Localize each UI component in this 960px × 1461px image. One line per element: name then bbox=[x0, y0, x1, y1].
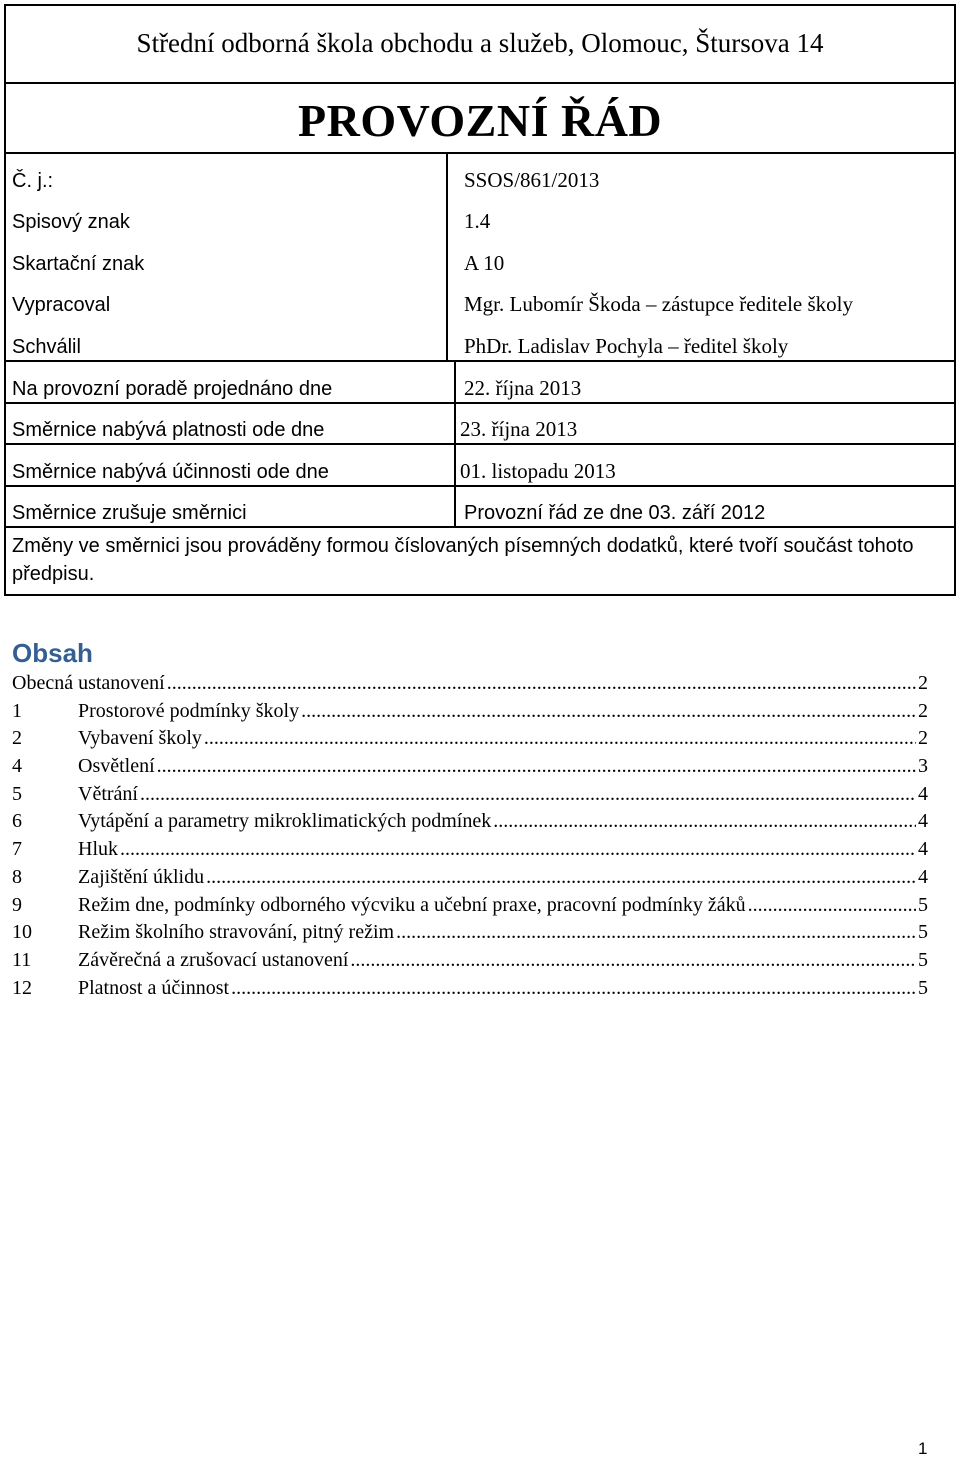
toc-page: 2 bbox=[918, 672, 928, 694]
toc-leader bbox=[301, 700, 916, 723]
toc-number: 2 bbox=[12, 727, 22, 750]
school-name: Střední odborná škola obchodu a služeb, Olomouc, Štursova 14 bbox=[136, 28, 824, 58]
toc-title: Režim školního stravování, pitný režim bbox=[78, 921, 395, 944]
header-divider bbox=[6, 82, 954, 84]
document-header bbox=[4, 4, 956, 154]
info-value: 01. listopadu 2013 bbox=[460, 458, 616, 483]
toc-leader bbox=[140, 783, 916, 806]
toc-title: Větrání bbox=[78, 782, 138, 805]
toc-leader bbox=[350, 949, 916, 972]
toc-item[interactable] bbox=[12, 755, 928, 783]
toc-page: 5 bbox=[918, 893, 928, 916]
info-row bbox=[6, 362, 954, 404]
document-title: PROVOZNÍ ŘÁD bbox=[298, 95, 663, 146]
info-label: Směrnice nabývá účinnosti ode dne bbox=[12, 460, 329, 483]
toc-title: Vybavení školy bbox=[78, 727, 202, 750]
info-value: 22. října 2013 bbox=[464, 375, 582, 400]
info-row bbox=[6, 154, 954, 196]
toc-item[interactable] bbox=[12, 977, 928, 1005]
info-note: Změny ve směrnici jsou prováděny formou číslovaných písemných dodatků, které tvoří součást tohoto předpisu. bbox=[12, 535, 914, 586]
page-number: 1 bbox=[918, 1439, 928, 1458]
toc-item[interactable] bbox=[12, 866, 928, 894]
toc-page: 5 bbox=[918, 921, 928, 944]
toc-item[interactable] bbox=[12, 949, 928, 977]
toc-page: 2 bbox=[918, 727, 928, 750]
info-label: Směrnice zrušuje směrnici bbox=[12, 502, 247, 525]
toc-title: Platnost a účinnost bbox=[78, 976, 230, 999]
toc-page: 4 bbox=[918, 838, 928, 861]
info-row bbox=[6, 445, 954, 487]
toc-item[interactable] bbox=[12, 672, 928, 700]
toc-leader bbox=[231, 977, 916, 1000]
toc-page: 2 bbox=[918, 699, 928, 722]
toc-item[interactable] bbox=[12, 700, 928, 728]
toc-leader bbox=[157, 755, 916, 778]
info-value: PhDr. Ladislav Pochyla – ředitel školy bbox=[464, 333, 789, 358]
toc-page: 4 bbox=[918, 810, 928, 833]
toc-number: 5 bbox=[12, 782, 22, 805]
toc-title: Prostorové podmínky školy bbox=[78, 699, 300, 722]
info-label: Směrnice nabývá platnosti ode dne bbox=[12, 419, 325, 442]
toc-item[interactable] bbox=[12, 810, 928, 838]
toc-number: 9 bbox=[12, 893, 22, 916]
toc-leader bbox=[396, 921, 916, 944]
info-value: 23. října 2013 bbox=[460, 417, 578, 442]
toc-page: 4 bbox=[918, 865, 928, 888]
info-row bbox=[6, 279, 954, 321]
info-label: Vypracoval bbox=[12, 294, 111, 317]
toc-item[interactable] bbox=[12, 894, 928, 922]
toc-page: 4 bbox=[918, 782, 928, 805]
toc-item[interactable] bbox=[12, 921, 928, 949]
toc-leader bbox=[204, 727, 916, 750]
toc-number: 10 bbox=[12, 921, 32, 944]
toc-number: 1 bbox=[12, 699, 22, 722]
toc-number: 11 bbox=[12, 948, 32, 971]
toc-leader bbox=[120, 838, 916, 861]
toc-number: 6 bbox=[12, 810, 22, 833]
toc-title: Hluk bbox=[78, 838, 118, 861]
toc-item[interactable] bbox=[12, 783, 928, 811]
toc-leader bbox=[167, 672, 916, 695]
info-label: Skartační znak bbox=[12, 252, 145, 275]
toc-number: 12 bbox=[12, 976, 32, 999]
info-row bbox=[6, 404, 954, 446]
table-of-contents bbox=[12, 672, 928, 1004]
toc-title: Závěrečná a zrušovací ustanovení bbox=[78, 948, 349, 971]
toc-title: Vytápění a parametry mikroklimatických podmínek bbox=[78, 810, 492, 833]
toc-number: 8 bbox=[12, 865, 22, 888]
toc-leader bbox=[493, 810, 916, 833]
info-value: Mgr. Lubomír Škoda – zástupce ředitele školy bbox=[464, 292, 854, 317]
info-row bbox=[6, 487, 954, 529]
info-row bbox=[6, 237, 954, 279]
toc-title: Obecná ustanovení bbox=[12, 672, 165, 694]
toc-page: 5 bbox=[918, 948, 928, 971]
toc-page: 5 bbox=[918, 976, 928, 999]
toc-heading: Obsah bbox=[12, 638, 93, 668]
toc-item[interactable] bbox=[12, 838, 928, 866]
info-label: Na provozní poradě projednáno dne bbox=[12, 377, 333, 400]
toc-title: Osvětlení bbox=[78, 755, 155, 778]
toc-title: Režim dne, podmínky odborného výcviku a učební praxe, pracovní podmínky žáků bbox=[78, 893, 746, 916]
info-row bbox=[6, 320, 954, 362]
info-value: SSOS/861/2013 bbox=[464, 167, 600, 192]
info-label: Schválil bbox=[12, 335, 81, 358]
toc-number: 7 bbox=[12, 838, 22, 861]
column-divider bbox=[446, 154, 448, 362]
toc-page: 3 bbox=[918, 755, 928, 778]
info-value: A 10 bbox=[464, 250, 505, 275]
info-label: Spisový znak bbox=[12, 211, 130, 234]
toc-item[interactable] bbox=[12, 727, 928, 755]
info-row bbox=[6, 196, 954, 238]
info-value: Provozní řád ze dne 03. září 2012 bbox=[464, 502, 766, 525]
column-divider bbox=[454, 362, 456, 528]
document-info-table bbox=[4, 154, 956, 596]
info-label: Č. j.: bbox=[12, 169, 54, 192]
info-value: 1.4 bbox=[464, 209, 491, 234]
toc-title: Zajištění úklidu bbox=[78, 865, 205, 888]
toc-number: 4 bbox=[12, 755, 22, 778]
toc-leader bbox=[748, 894, 916, 917]
toc-leader bbox=[206, 866, 916, 889]
